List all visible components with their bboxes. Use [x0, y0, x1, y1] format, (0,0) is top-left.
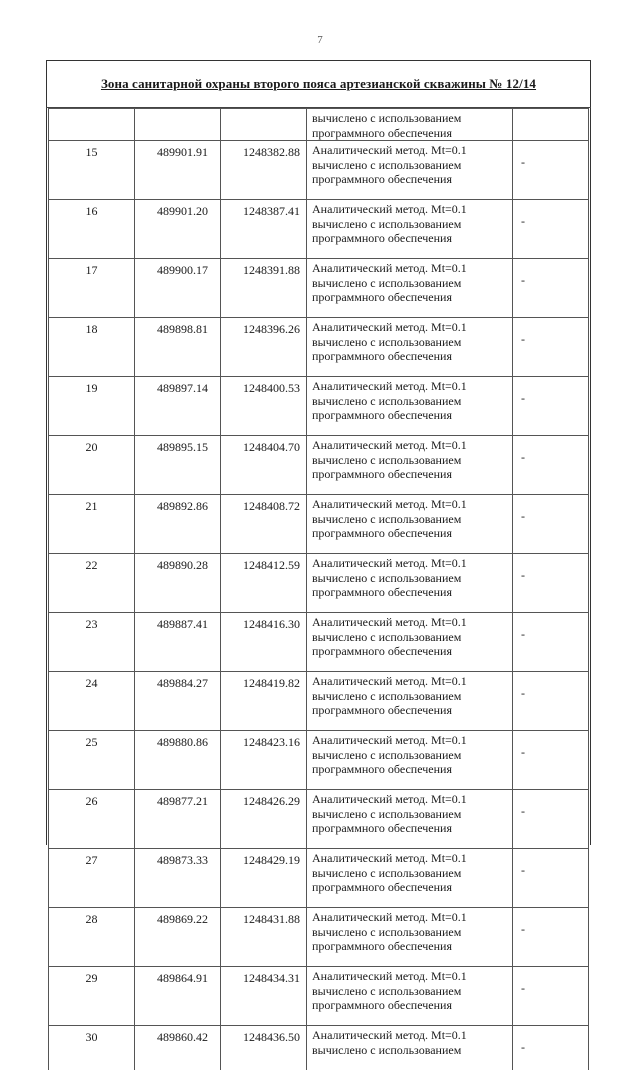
method-line: программного обеспечения	[312, 126, 512, 141]
cell-x: 489900.17	[135, 259, 221, 318]
method-line: программного обеспечения	[312, 585, 512, 600]
page-title: Зона санитарной охраны второго пояса артезианской скважины № 12/14	[101, 76, 536, 92]
table-row	[49, 259, 589, 318]
cell-method	[307, 790, 513, 849]
cell-y: 1248408.72	[221, 495, 307, 554]
cell-method	[307, 436, 513, 495]
cell-y: 1248419.82	[221, 672, 307, 731]
table-row	[49, 377, 589, 436]
table-row	[49, 200, 589, 259]
cell-method	[307, 200, 513, 259]
cell-x: 489887.41	[135, 613, 221, 672]
cell-method	[307, 495, 513, 554]
cell-y: 1248400.53	[221, 377, 307, 436]
cell-y: 1248426.29	[221, 790, 307, 849]
cell-y: 1248436.50	[221, 1026, 307, 1070]
method-line: вычислено с использованием	[312, 335, 512, 350]
cell-note: -	[513, 436, 589, 495]
table-row	[49, 731, 589, 790]
method-line: программного обеспечения	[312, 939, 512, 954]
method-line: вычислено с использованием	[312, 217, 512, 232]
cell-number	[49, 109, 135, 141]
cell-x: 489877.21	[135, 790, 221, 849]
method-line: вычислено с использованием	[312, 689, 512, 704]
table-row-continued	[49, 109, 589, 141]
table-row	[49, 613, 589, 672]
cell-number: 24	[49, 672, 135, 731]
cell-method	[307, 1026, 513, 1070]
table-row	[49, 672, 589, 731]
cell-x: 489884.27	[135, 672, 221, 731]
cell-y: 1248382.88	[221, 141, 307, 200]
cell-method	[307, 731, 513, 790]
method-line: Аналитический метод. Mt=0.1	[312, 556, 512, 571]
cell-number: 20	[49, 436, 135, 495]
method-line: вычислено с использованием	[312, 807, 512, 822]
cell-note	[513, 109, 589, 141]
cell-number: 26	[49, 790, 135, 849]
cell-x: 489897.14	[135, 377, 221, 436]
cell-number: 27	[49, 849, 135, 908]
cell-note: -	[513, 908, 589, 967]
method-line: программного обеспечения	[312, 467, 512, 482]
cell-x: 489892.86	[135, 495, 221, 554]
cell-number: 22	[49, 554, 135, 613]
cell-y	[221, 109, 307, 141]
cell-method	[307, 141, 513, 200]
cell-y: 1248412.59	[221, 554, 307, 613]
method-line: Аналитический метод. Mt=0.1	[312, 320, 512, 335]
cell-y: 1248387.41	[221, 200, 307, 259]
method-line: Аналитический метод. Mt=0.1	[312, 674, 512, 689]
method-line: Аналитический метод. Mt=0.1	[312, 969, 512, 984]
cell-method	[307, 613, 513, 672]
cell-note: -	[513, 495, 589, 554]
cell-x: 489890.28	[135, 554, 221, 613]
cell-x: 489869.22	[135, 908, 221, 967]
cell-method	[307, 554, 513, 613]
cell-y: 1248431.88	[221, 908, 307, 967]
method-line: программного обеспечения	[312, 821, 512, 836]
cell-number: 23	[49, 613, 135, 672]
cell-note: -	[513, 790, 589, 849]
cell-note: -	[513, 731, 589, 790]
method-line: программного обеспечения	[312, 880, 512, 895]
method-line: вычислено с использованием	[312, 925, 512, 940]
method-line: вычислено с использованием	[312, 276, 512, 291]
method-line: вычислено с использованием	[312, 1043, 512, 1058]
method-line: Аналитический метод. Mt=0.1	[312, 1028, 512, 1043]
cell-method	[307, 672, 513, 731]
cell-y: 1248423.16	[221, 731, 307, 790]
cell-method	[307, 259, 513, 318]
method-line: вычислено с использованием	[312, 512, 512, 527]
cell-note: -	[513, 554, 589, 613]
table-row	[49, 141, 589, 200]
method-line: Аналитический метод. Mt=0.1	[312, 497, 512, 512]
cell-x: 489880.86	[135, 731, 221, 790]
method-line: программного обеспечения	[312, 644, 512, 659]
cell-y: 1248434.31	[221, 967, 307, 1026]
table-row	[49, 849, 589, 908]
cell-note: -	[513, 377, 589, 436]
method-line: программного обеспечения	[312, 703, 512, 718]
cell-method	[307, 377, 513, 436]
cell-method	[307, 109, 513, 141]
table-row	[49, 495, 589, 554]
method-line: программного обеспечения	[312, 290, 512, 305]
cell-y: 1248396.26	[221, 318, 307, 377]
page-number: 7	[0, 34, 640, 46]
cell-number: 21	[49, 495, 135, 554]
method-line: Аналитический метод. Mt=0.1	[312, 792, 512, 807]
method-line: Аналитический метод. Mt=0.1	[312, 379, 512, 394]
table-row	[49, 790, 589, 849]
method-line: вычислено с использованием	[312, 866, 512, 881]
cell-y: 1248391.88	[221, 259, 307, 318]
title-box	[46, 60, 591, 108]
method-line: программного обеспечения	[312, 349, 512, 364]
cell-note: -	[513, 967, 589, 1026]
cell-x: 489895.15	[135, 436, 221, 495]
method-line: программного обеспечения	[312, 998, 512, 1013]
cell-number: 19	[49, 377, 135, 436]
cell-number: 29	[49, 967, 135, 1026]
cell-method	[307, 849, 513, 908]
cell-note: -	[513, 672, 589, 731]
cell-number: 25	[49, 731, 135, 790]
table-row	[49, 1026, 589, 1070]
cell-note: -	[513, 1026, 589, 1070]
method-line: Аналитический метод. Mt=0.1	[312, 261, 512, 276]
cell-number: 16	[49, 200, 135, 259]
cell-y: 1248416.30	[221, 613, 307, 672]
method-line: вычислено с использованием	[312, 571, 512, 586]
method-line: вычислено с использованием	[312, 158, 512, 173]
cell-note: -	[513, 613, 589, 672]
cell-note: -	[513, 259, 589, 318]
cell-x: 489860.42	[135, 1026, 221, 1070]
method-line: вычислено с использованием	[312, 630, 512, 645]
cell-number: 15	[49, 141, 135, 200]
cell-number: 28	[49, 908, 135, 967]
cell-number: 30	[49, 1026, 135, 1070]
cell-method	[307, 908, 513, 967]
cell-method	[307, 318, 513, 377]
cell-note: -	[513, 849, 589, 908]
cell-number: 17	[49, 259, 135, 318]
table-row	[49, 436, 589, 495]
cell-x: 489901.91	[135, 141, 221, 200]
table-row	[49, 967, 589, 1026]
cell-y: 1248404.70	[221, 436, 307, 495]
method-line: Аналитический метод. Mt=0.1	[312, 910, 512, 925]
method-line: вычислено с использованием	[312, 748, 512, 763]
method-line: программного обеспечения	[312, 408, 512, 423]
method-line: Аналитический метод. Mt=0.1	[312, 438, 512, 453]
method-line: вычислено с использованием	[312, 111, 512, 126]
cell-x: 489901.20	[135, 200, 221, 259]
cell-x: 489873.33	[135, 849, 221, 908]
cell-note: -	[513, 141, 589, 200]
cell-note: -	[513, 200, 589, 259]
cell-note: -	[513, 318, 589, 377]
method-line: вычислено с использованием	[312, 394, 512, 409]
table-row	[49, 318, 589, 377]
method-line: программного обеспечения	[312, 762, 512, 777]
coordinates-table-body	[49, 109, 589, 1070]
method-line: программного обеспечения	[312, 231, 512, 246]
method-line: Аналитический метод. Mt=0.1	[312, 143, 512, 158]
cell-x: 489898.81	[135, 318, 221, 377]
cell-x	[135, 109, 221, 141]
coordinates-table	[48, 108, 589, 1070]
method-line: Аналитический метод. Mt=0.1	[312, 202, 512, 217]
method-line: программного обеспечения	[312, 172, 512, 187]
cell-method	[307, 967, 513, 1026]
method-line: вычислено с использованием	[312, 453, 512, 468]
method-line: вычислено с использованием	[312, 984, 512, 999]
method-line: Аналитический метод. Mt=0.1	[312, 615, 512, 630]
cell-x: 489864.91	[135, 967, 221, 1026]
method-line: программного обеспечения	[312, 526, 512, 541]
cell-y: 1248429.19	[221, 849, 307, 908]
method-line: Аналитический метод. Mt=0.1	[312, 851, 512, 866]
cell-number: 18	[49, 318, 135, 377]
method-line: Аналитический метод. Mt=0.1	[312, 733, 512, 748]
table-row	[49, 554, 589, 613]
table-row	[49, 908, 589, 967]
